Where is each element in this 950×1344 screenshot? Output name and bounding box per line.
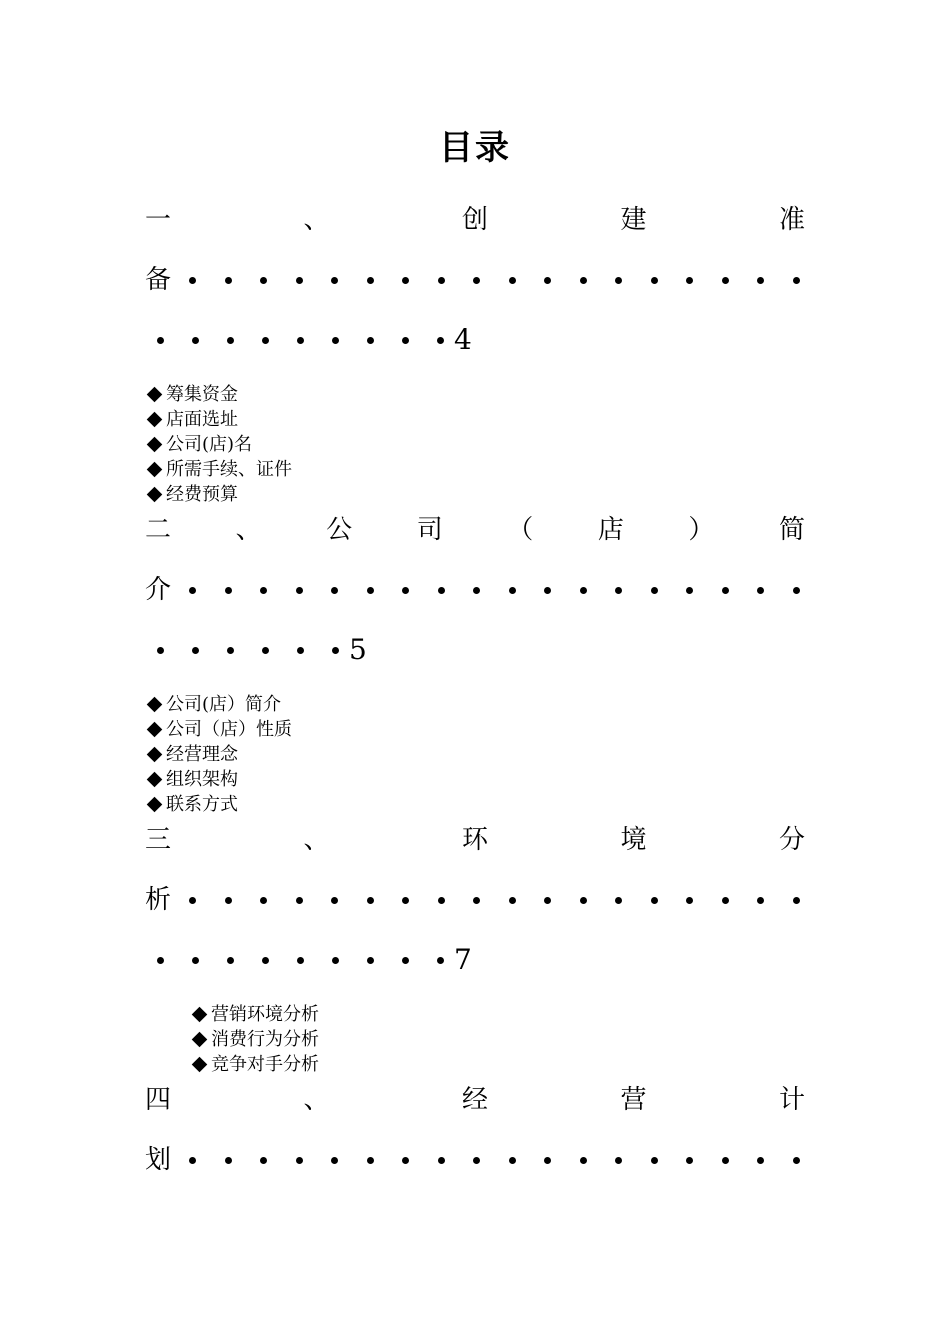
leader-dot — [757, 587, 764, 594]
toc-section-3 — [145, 820, 805, 980]
toc-section-2 — [145, 510, 805, 670]
leader-dot — [722, 897, 729, 904]
heading-char: 、 — [235, 515, 262, 545]
leader-dot — [367, 897, 374, 904]
leader-dot — [402, 587, 409, 594]
leader-dot — [473, 587, 480, 594]
toc-page-line — [145, 940, 805, 980]
toc-heading[interactable] — [145, 200, 805, 240]
leader-dot — [296, 1157, 303, 1164]
heading-char: 介 — [145, 575, 172, 605]
leader-dot — [580, 1157, 587, 1164]
page-number: 7 — [454, 943, 472, 976]
heading-char: 析 — [145, 885, 172, 915]
leader-dot — [225, 587, 232, 594]
heading-char: 计 — [778, 1085, 805, 1115]
list-item[interactable] — [145, 742, 805, 767]
leader-dot — [793, 897, 800, 904]
leader-dot — [260, 587, 267, 594]
leader-dot — [580, 277, 587, 284]
item-label: 公司（店）性质 — [166, 719, 292, 740]
leader-dot — [260, 277, 267, 284]
leader-dot — [509, 897, 516, 904]
heading-char: 、 — [303, 825, 330, 855]
heading-char: （ — [507, 515, 534, 545]
leader-dot — [296, 897, 303, 904]
leader-dot — [157, 957, 164, 964]
list-item[interactable] — [145, 482, 805, 507]
leader-dot — [225, 897, 232, 904]
item-label: 店面选址 — [166, 409, 238, 430]
leader-dot — [438, 587, 445, 594]
diamond-bullet-icon — [147, 697, 163, 713]
leader-dot — [367, 1157, 374, 1164]
heading-char: 三 — [145, 825, 172, 855]
leader-dot — [262, 957, 269, 964]
toc-heading[interactable] — [145, 510, 805, 550]
heading-char: 建 — [620, 205, 647, 235]
diamond-bullet-icon — [192, 1007, 208, 1023]
leader-dot — [544, 897, 551, 904]
diamond-bullet-icon — [192, 1057, 208, 1073]
dot-leader — [189, 1157, 805, 1164]
toc-page-line — [145, 630, 805, 670]
leader-dot — [615, 277, 622, 284]
heading-char: 境 — [620, 825, 647, 855]
leader-dot — [651, 587, 658, 594]
heading-char: 经 — [461, 1085, 488, 1115]
list-item[interactable] — [190, 1002, 850, 1027]
leader-dot — [651, 1157, 658, 1164]
leader-dot — [793, 277, 800, 284]
leader-dot — [615, 897, 622, 904]
leader-dot — [438, 897, 445, 904]
leader-dot — [367, 277, 374, 284]
item-label: 竞争对手分析 — [211, 1054, 319, 1075]
leader-dot — [260, 1157, 267, 1164]
leader-dot — [227, 647, 234, 654]
leader-dot — [473, 277, 480, 284]
leader-dot — [544, 587, 551, 594]
list-item[interactable] — [145, 767, 805, 792]
leader-dot — [367, 957, 374, 964]
toc-section-1 — [145, 200, 805, 360]
heading-char: 一 — [145, 205, 172, 235]
item-label: 联系方式 — [166, 794, 238, 815]
heading-char: 公 — [326, 515, 353, 545]
toc-heading[interactable] — [145, 1080, 805, 1120]
page-number: 4 — [454, 323, 472, 356]
heading-char: 创 — [461, 205, 488, 235]
leader-dot — [297, 647, 304, 654]
leader-dot — [686, 897, 693, 904]
diamond-bullet-icon — [147, 462, 163, 478]
leader-dot — [189, 587, 196, 594]
list-item[interactable] — [145, 457, 805, 482]
toc-subitems-1 — [145, 382, 805, 507]
leader-dot — [544, 1157, 551, 1164]
item-label: 公司(店）简介 — [166, 694, 282, 715]
heading-char: 二 — [145, 515, 172, 545]
item-label: 组织架构 — [166, 769, 238, 790]
leader-dot — [157, 647, 164, 654]
leader-dot — [297, 957, 304, 964]
leader-dot — [367, 587, 374, 594]
leader-dot — [651, 277, 658, 284]
leader-dot — [331, 1157, 338, 1164]
heading-char: 司 — [416, 515, 443, 545]
item-label: 公司(店)名 — [166, 434, 253, 455]
dot-leader — [189, 277, 805, 284]
leader-dot — [297, 337, 304, 344]
page-title: 目录 — [439, 128, 511, 168]
diamond-bullet-icon — [147, 772, 163, 788]
toc-leader-line — [145, 1140, 805, 1180]
list-item[interactable] — [190, 1027, 850, 1052]
leader-dot — [686, 277, 693, 284]
leader-dot — [192, 647, 199, 654]
leader-dot — [192, 337, 199, 344]
toc-heading[interactable] — [145, 820, 805, 860]
leader-dot — [192, 957, 199, 964]
heading-char: 营 — [620, 1085, 647, 1115]
heading-char: 备 — [145, 265, 172, 295]
leader-dot — [722, 277, 729, 284]
item-label: 所需手续、证件 — [166, 459, 292, 480]
leader-dot — [332, 647, 339, 654]
leader-dot — [332, 337, 339, 344]
heading-char: 分 — [778, 825, 805, 855]
leader-dot — [509, 1157, 516, 1164]
list-item[interactable] — [145, 432, 805, 457]
leader-dot — [189, 1157, 196, 1164]
heading-char: ） — [688, 515, 715, 545]
leader-dot — [437, 957, 444, 964]
leader-dot — [438, 277, 445, 284]
heading-char: 划 — [145, 1145, 172, 1175]
leader-dot — [189, 897, 196, 904]
dot-leader — [189, 897, 805, 904]
diamond-bullet-icon — [147, 387, 163, 403]
heading-char: 四 — [145, 1085, 172, 1115]
leader-dot — [331, 277, 338, 284]
toc-page-line — [145, 320, 805, 360]
page-number: 5 — [349, 633, 367, 666]
toc-leader-line — [145, 880, 805, 920]
leader-dot — [402, 897, 409, 904]
toc-leader-line — [145, 570, 805, 610]
leader-dot — [793, 1157, 800, 1164]
diamond-bullet-icon — [147, 797, 163, 813]
diamond-bullet-icon — [192, 1032, 208, 1048]
toc-section-4 — [145, 1080, 805, 1180]
leader-dot — [402, 337, 409, 344]
leader-dot — [757, 1157, 764, 1164]
leader-dot — [260, 897, 267, 904]
heading-char: 、 — [303, 1085, 330, 1115]
item-label: 经营理念 — [166, 744, 238, 765]
leader-dot — [438, 1157, 445, 1164]
leader-dot — [262, 647, 269, 654]
toc-subitems-3 — [190, 1002, 850, 1077]
leader-dot — [367, 337, 374, 344]
leader-dot — [331, 587, 338, 594]
leader-dot — [722, 1157, 729, 1164]
leader-dot — [225, 1157, 232, 1164]
list-item[interactable] — [145, 717, 805, 742]
leader-dot — [402, 957, 409, 964]
heading-char: 店 — [597, 515, 624, 545]
item-label: 筹集资金 — [166, 384, 238, 405]
list-item[interactable] — [190, 1052, 850, 1077]
leader-dot — [757, 897, 764, 904]
leader-dot — [227, 957, 234, 964]
leader-dot — [651, 897, 658, 904]
leader-dot — [437, 337, 444, 344]
leader-dot — [615, 587, 622, 594]
leader-dot — [580, 897, 587, 904]
leader-dot — [225, 277, 232, 284]
toc-leader-line — [145, 260, 805, 300]
leader-dot — [793, 587, 800, 594]
item-label: 营销环境分析 — [211, 1004, 319, 1025]
list-item[interactable] — [145, 382, 805, 407]
leader-dot — [157, 337, 164, 344]
leader-dot — [509, 277, 516, 284]
leader-dot — [296, 277, 303, 284]
list-item[interactable] — [145, 692, 805, 717]
item-label: 消费行为分析 — [211, 1029, 319, 1050]
leader-dot — [686, 587, 693, 594]
diamond-bullet-icon — [147, 487, 163, 503]
leader-dot — [615, 1157, 622, 1164]
diamond-bullet-icon — [147, 437, 163, 453]
leader-dot — [189, 277, 196, 284]
leader-dot — [580, 587, 587, 594]
leader-dot — [331, 897, 338, 904]
leader-dot — [296, 587, 303, 594]
diamond-bullet-icon — [147, 722, 163, 738]
list-item[interactable] — [145, 792, 805, 817]
leader-dot — [473, 897, 480, 904]
item-label: 经费预算 — [166, 484, 238, 505]
leader-dot — [544, 277, 551, 284]
heading-char: 环 — [461, 825, 488, 855]
heading-char: 、 — [303, 205, 330, 235]
leader-dot — [227, 337, 234, 344]
leader-dot — [332, 957, 339, 964]
leader-dot — [402, 1157, 409, 1164]
leader-dot — [757, 277, 764, 284]
toc-subitems-2 — [145, 692, 805, 817]
diamond-bullet-icon — [147, 747, 163, 763]
leader-dot — [262, 337, 269, 344]
leader-dot — [686, 1157, 693, 1164]
leader-dot — [473, 1157, 480, 1164]
list-item[interactable] — [145, 407, 805, 432]
leader-dot — [722, 587, 729, 594]
heading-char: 简 — [778, 515, 805, 545]
leader-dot — [402, 277, 409, 284]
diamond-bullet-icon — [147, 412, 163, 428]
heading-char: 准 — [778, 205, 805, 235]
dot-leader — [189, 587, 805, 594]
leader-dot — [509, 587, 516, 594]
